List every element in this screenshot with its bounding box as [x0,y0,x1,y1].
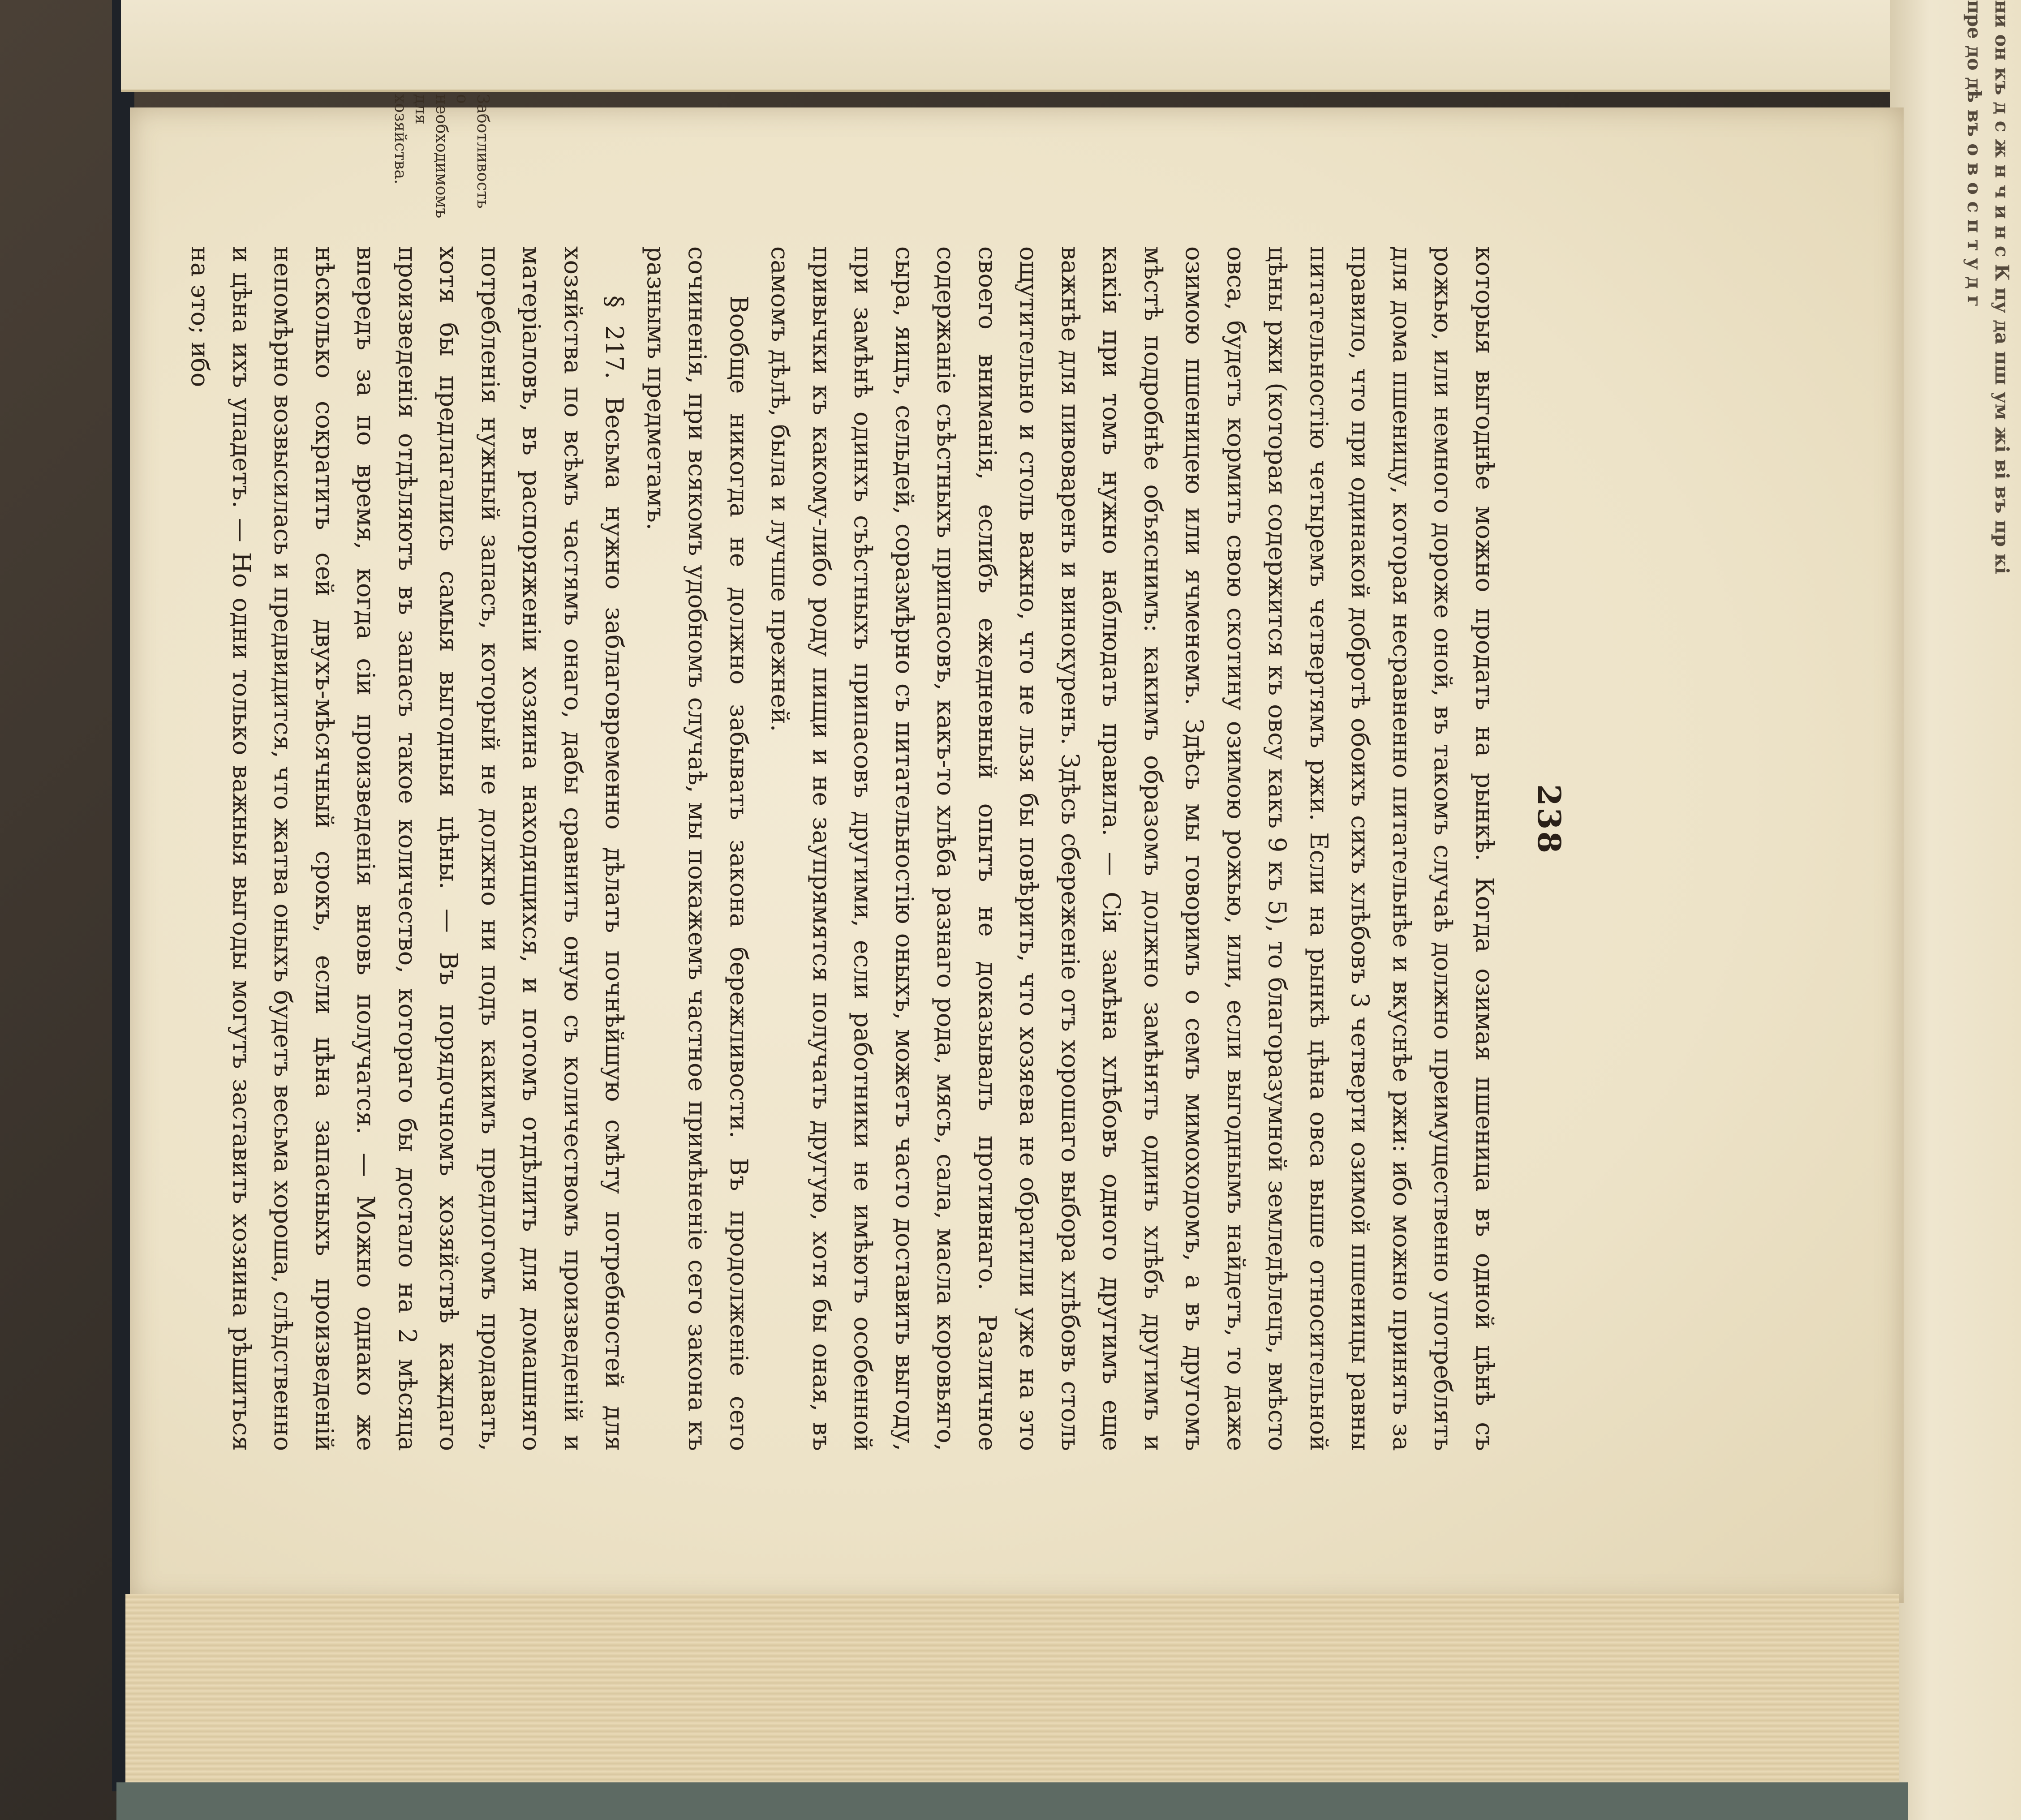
book-cover-bottom [116,1782,1908,1820]
paragraph-1: которыя выгоднѣе можно продать на рынкѣ. Когда озимая пшеница въ одной цѣнѣ съ рожью, или немного дороже оной, въ такомъ случаѣ должно преимущественно употреблять для дома пшеницу, которая несравненно питательнѣе и вкуснѣе ржи: ибо можно принять за правило, что при одинакой добротѣ обоихъ сихъ хлѣбовъ 3 четверти озимой пшеницы равны питательностію четыремъ четвертямъ ржи. Если на рынкѣ цѣна овса выше относительной цѣны ржи (которая содержится къ овсу какъ 9 къ 5), то благоразумной земледѣлецъ, вмѣсто овса, будетъ кормить свою скотину озимою рожью, или, если выгоднымъ найдетъ, то даже озимою пшеницею или ячменемъ. Здѣсь мы говоримъ о семъ мимоходомъ, а въ другомъ мѣстѣ подробнѣе объяснимъ: какимъ образомъ должно замѣнять одинъ хлѣбъ другимъ и какія при томъ нужно наблюдать правила. — Сія замѣна хлѣбовъ одного другимъ еще важнѣе для пивоваренъ и винокуренъ. Здѣсь сбереженіе отъ хорошаго выбора хлѣбовъ столь ощутительно и столь важно, что не льзя бы повѣрить, что хозяева не обратили уже на это своего вниманія, еслибъ ежедневный опытъ не доказывалъ противнаго. Различное содержаніе съѣстныхъ припасовъ, какъ-то хлѣба разнаго рода, мясъ, сала, масла коровьяго, сыра, яицъ, сельдей, соразмѣрно съ питательностію оныхъ, можетъ часто доставить выгоду, при замѣнѣ одинхъ съѣстныхъ припасовъ другими, если работники не имѣютъ особенной привычки къ какому-либо роду пищи и не заупрямятся получать другую, хотя бы оная, въ самомъ дѣлѣ, была и лучше прежней. [766,246,1499,1451]
body-text [179,246,1505,1451]
rotated-text-block [103,94,1568,1451]
next-page-sliver [121,0,1922,92]
paragraph-3: § 217. Весьма нужно заблаговременно дѣлать почнѣйшую смѣту потребностей для хозяйства по всѣмъ частямъ онаго, дабы сравнить оную съ количествомъ произведеній и матеріаловъ, въ распоряженіи хозяина находящихся, и потомъ отдѣлить для домашняго потребленія нужный запасъ, который не должно ни подъ какимъ предлогомъ продавать, хотя бы предлагались самыя выгодныя цѣны. — Въ порядочномъ хозяйствѣ каждаго произведенія отдѣляютъ въ запасъ такое количество, котораго бы достало на 2 мѣсяца впередъ за по время, когда сіи произведенія вновь получатся. — Можно однако же нѣсколько сократить сей двухъ-мѣсячный срокъ, если цѣна запасныхъ произведеній непомѣрно возвысилась и предвидится, что жатва оныхъ будетъ весьма хороша, слѣдственно и цѣна ихъ упадетъ. — Но одни только важныя выгоды могутъ заставить хозяина рѣшиться на это; ибо [186,246,629,1451]
page-edges [125,1594,1899,1800]
adjacent-page [1890,0,2021,1820]
margin-note: Заботливость о необходимомъ для хозяйства. [391,94,492,219]
adjacent-page-fragments: ни он къ д с ж н ч и н с К пу да пш ум жі ві въ пр кі пре до дѣ въ о в о с п т у д г [1963,0,2013,575]
page-number: 238 [1531,784,1568,855]
paragraph-2: Вообще никогда не должно забывать закона бережливости. Въ продолженіе сего сочиненія, при всякомъ удобномъ случаѣ, мы покажемъ частное примѣненіе сего закона къ разнымъ предметамъ. [642,246,753,1451]
